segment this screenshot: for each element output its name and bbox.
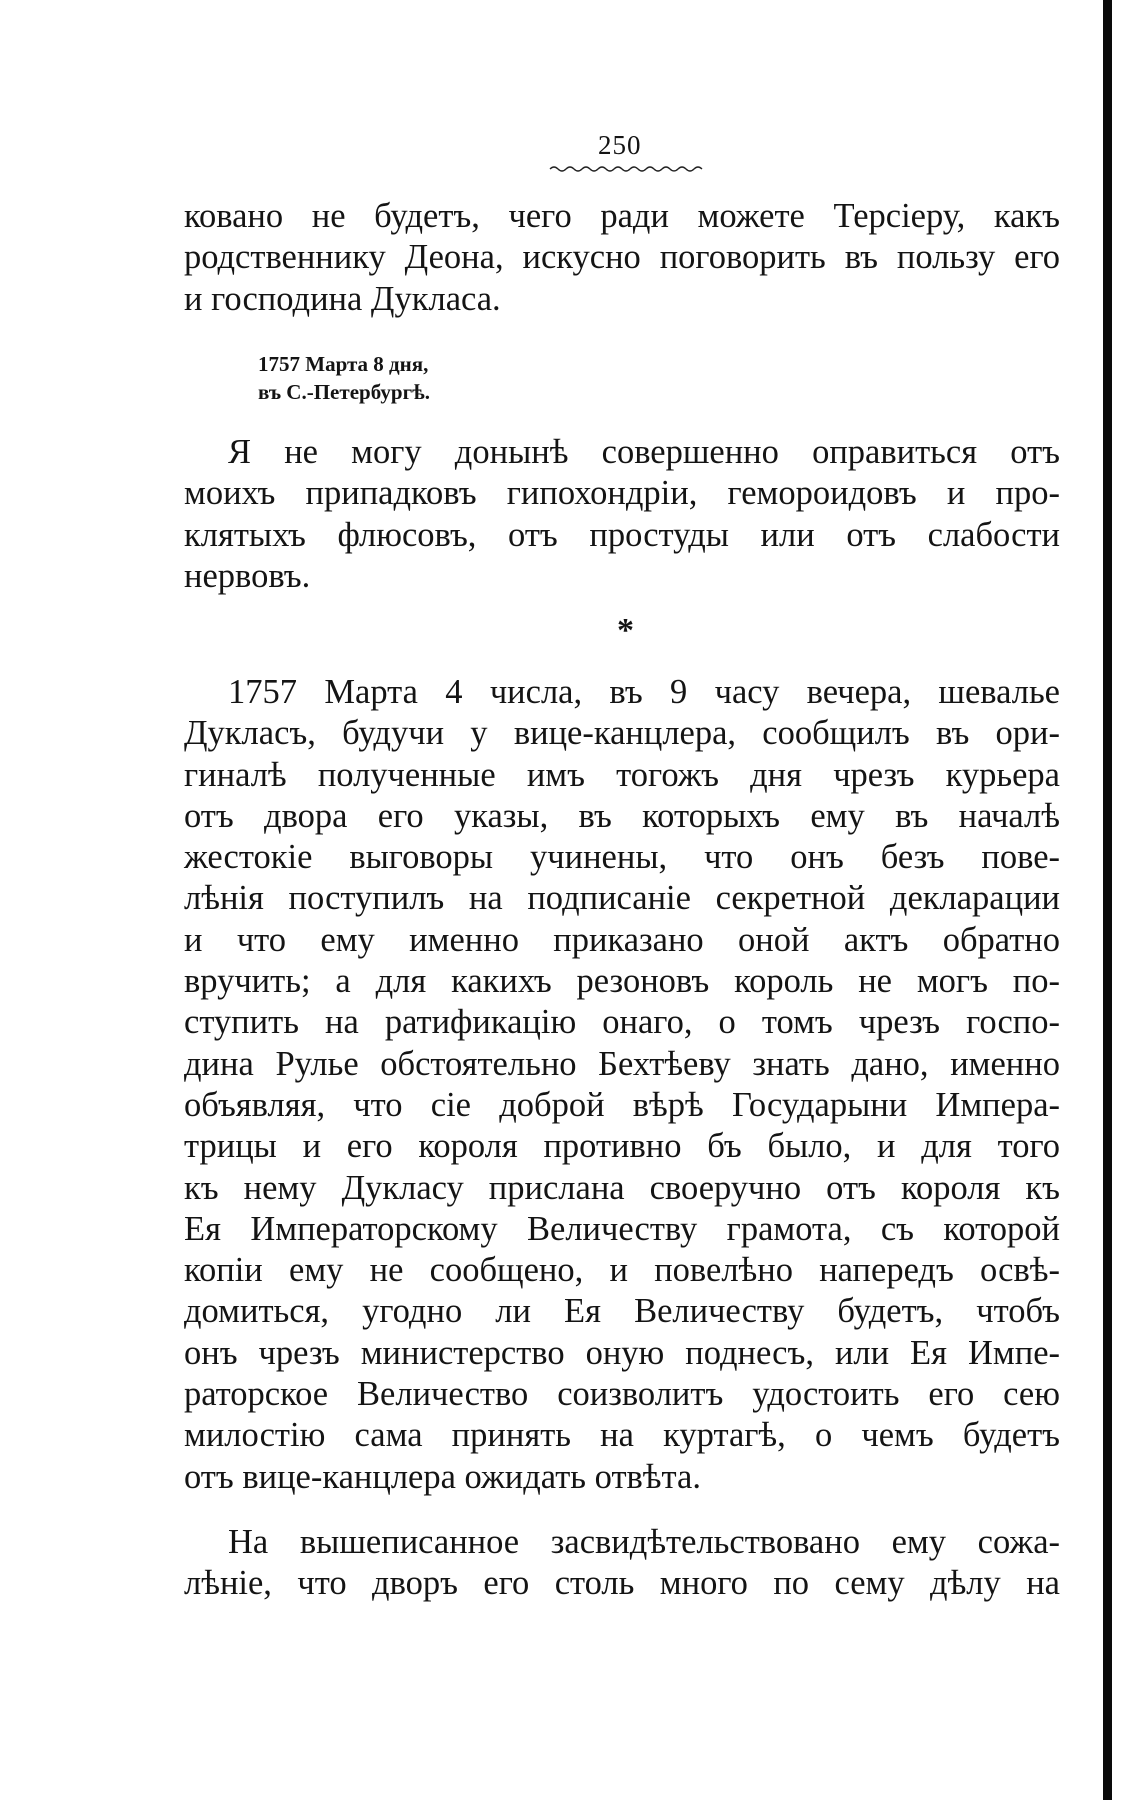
dateline-date: 1757 Марта 8 дня, — [258, 352, 429, 376]
wavy-rule-ornament — [548, 163, 706, 173]
text-line: копіи ему не сообщено, и повелѣно напередъ освѣ- — [184, 1251, 1060, 1290]
page-edge-shadow — [1103, 0, 1112, 1800]
text-line: Я не могу донынѣ совершенно оправиться отъ — [228, 433, 1060, 471]
text-line: отъ вице-канцлера ожидать отвѣта. — [184, 1457, 701, 1496]
paragraph-letter — [184, 432, 1060, 597]
text-line: ковано не будетъ, чего ради можете Терсіеру, какъ — [184, 197, 1060, 235]
text-line: объявляя, что сіе доброй вѣрѣ Государыни Импера- — [184, 1085, 1060, 1124]
dateline — [258, 350, 430, 406]
text-line: жестокіе выговоры учинены, что онъ безъ пове- — [184, 838, 1060, 877]
text-line: На вышеписанное засвидѣтельствовано ему сожа- — [228, 1523, 1060, 1561]
dateline-place: въ С.-Петербургѣ. — [258, 380, 430, 404]
text-line: Ея Императорскому Величеству грамота, съ которой — [184, 1209, 1060, 1248]
text-line: гиналѣ полученные имъ тогожъ дня чрезъ курьера — [184, 755, 1060, 794]
paragraph-report — [184, 672, 1060, 1498]
text-line: милостію сама принять на куртагѣ, о чемъ будетъ — [184, 1416, 1060, 1455]
text-line: нервовъ. — [184, 556, 311, 595]
text-line: раторское Величество соизволитъ удостоить его сею — [184, 1375, 1060, 1414]
text-line: моихъ припадковъ гипохондріи, гемороидовъ и про- — [184, 474, 1060, 513]
text-line: домиться, угодно ли Ея Величеству будетъ, чтобъ — [184, 1292, 1060, 1331]
text-line: онъ чрезъ министерство оную поднесъ, или Ея Импе- — [184, 1333, 1060, 1372]
text-line: родственнику Деона, искусно поговорить въ пользу его — [184, 238, 1060, 277]
paragraph-response — [184, 1522, 1060, 1605]
text-line: клятыхъ флюсовъ, отъ простуды или отъ слабости — [184, 515, 1060, 554]
text-line: вручить; а для какихъ резоновъ король не могъ по- — [184, 962, 1060, 1001]
text-line: и что ему именно приказано оной актъ обратно — [184, 920, 1060, 959]
text-line: лѣніе, что дворъ его столь много по сему дѣлу на — [184, 1564, 1060, 1603]
page-number: 250 — [598, 130, 642, 160]
text-line: 1757 Марта 4 числа, въ 9 часу вечера, шевалье — [228, 673, 1060, 711]
text-line: ступить на ратификацію онаго, о томъ чрезъ госпо- — [184, 1003, 1060, 1042]
text-line: трицы и его короля противно бъ было, и для того — [184, 1127, 1060, 1166]
text-line: дина Рулье обстоятельно Бехтѣеву знать дано, именно — [184, 1044, 1060, 1083]
text-line: и господина Дукласа. — [184, 279, 501, 318]
paragraph-continuation — [184, 196, 1060, 320]
text-line: Дукласъ, будучи у вице-канцлера, сообщилъ въ ори- — [184, 714, 1060, 753]
text-line: лѣнія поступилъ на подписаніе секретной декларации — [184, 879, 1060, 918]
text-line: къ нему Дукласу прислана своеручно отъ короля къ — [184, 1168, 1060, 1207]
section-separator: * — [617, 612, 634, 649]
text-line: отъ двора его указы, въ которыхъ ему въ началѣ — [184, 796, 1060, 835]
